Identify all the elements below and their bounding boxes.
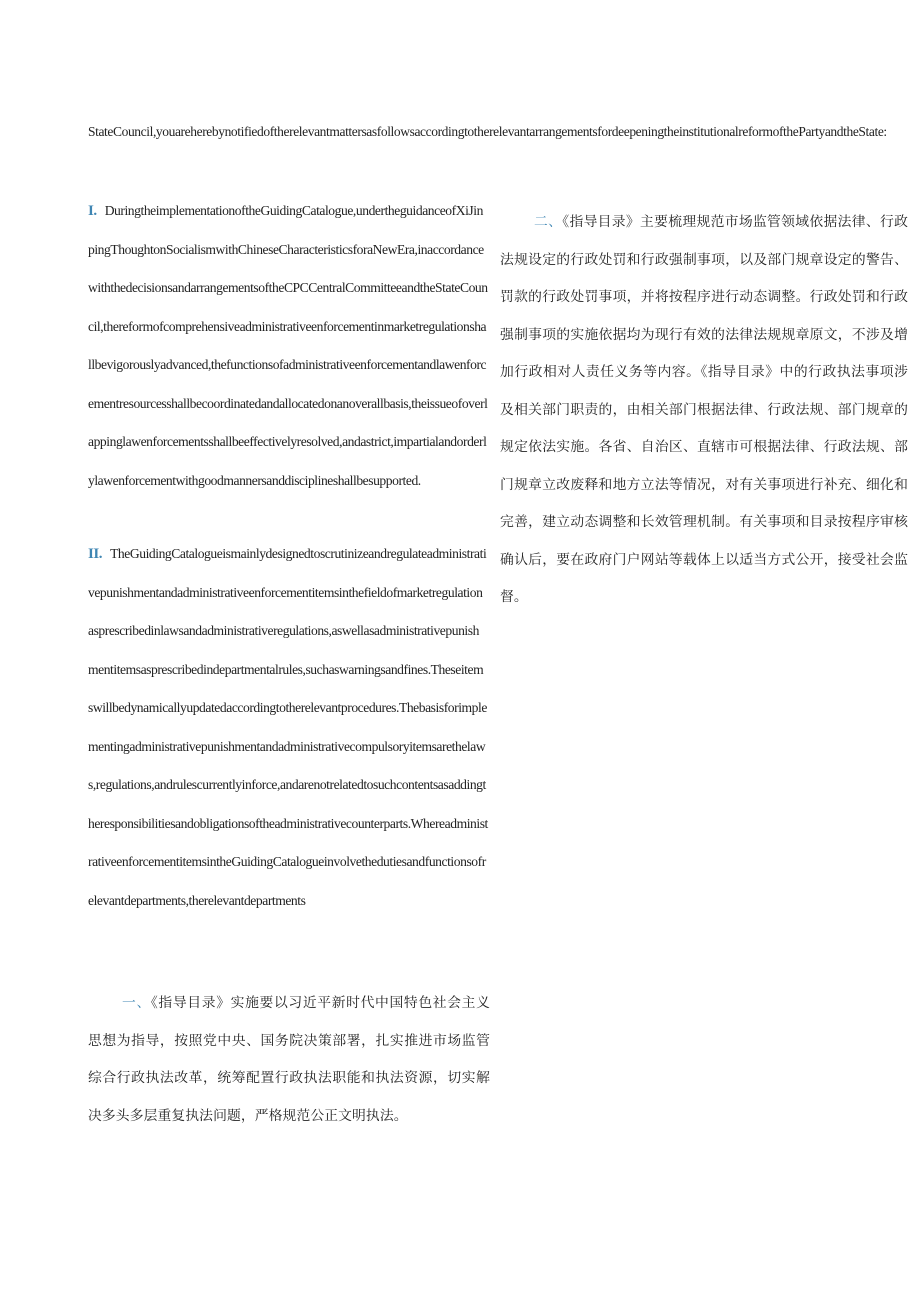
paragraph-text: 《指导目录》实施要以习近平新时代中国特色社会主义思想为指导，按照党中央、国务院决策部署，扎实推进市场监管综合行政执法改革，统筹配置行政执法职能和执法资源，切实解决多头多层重复执法问题，严格规范公正文明执法。 (88, 995, 491, 1124)
paragraph-numeral: II. (88, 546, 103, 562)
paragraph-numeral: 一、 (122, 995, 151, 1011)
chinese-paragraph-2 (500, 204, 908, 617)
intro-paragraph: StateCouncil,youareherebynotifiedoftherelevantmattersasfollowsaccordingtotherelevantarrangementsfordeepeningtheinstitutionalreformofthePartyandtheState: (88, 124, 887, 139)
english-column (88, 192, 488, 920)
paragraph-numeral: I. (88, 203, 97, 219)
paragraph-text: TheGuidingCatalogueismainlydesignedtoscrutinizeandregulateadministrativepunishmentandadministrativeenforcementitemsinthefieldofmarketregulationasprescribedinlawsandadministrativeregulations,aswellasadministrativepunishmentitemsasprescribedindepartmentalrules,suchaswarningsandfines.Theseitemswillbedynamicallyupdatedaccordingtotherelevantprocedures.Thebasisforimplementingadministrativepunishmentandadministrativecompulsoryitemsarethelaws,regulations,andrulescurrentlyinforce,andarenotrelatedtosuchcontentsasaddingtheresponsibilitiesandobligationsoftheadministrativecounterparts.WhereadministrativeenforcementitemsintheGuidingCatalogueinvolvethedutiesandfunctionsofrelevantdepartments,therelevantdepartments (88, 546, 488, 908)
chinese-paragraph-1 (88, 985, 490, 1135)
chinese-paragraph-1-block (88, 985, 490, 1135)
paragraph-text: DuringtheimplementationoftheGuidingCatalogue,undertheguidanceofXiJinpingThoughtonSocialismwithChineseCharacteristicsforaNewEra,inaccordancewiththedecisionsandarrangementsoftheCPCCentralCommitteeandtheStateCouncil,thereformofcomprehensiveadministrativeenforcementinmarketregulationshallbevigorouslyadvanced,thefunctionsofadministrativeenforcementandlawenforcementresourcesshallbecoordinatedandallocatedonanoverallbasis,theissueofoverlappinglawenforcementsshallbeeffectivelyresolved,andastrict,impartialandorderlylawenforcementwithgoodmannersanddisciplineshallbesupported. (88, 203, 488, 488)
english-paragraph-2 (88, 535, 488, 920)
english-paragraph-1 (88, 192, 488, 500)
paragraph-numeral: 二、 (534, 214, 563, 230)
chinese-column (500, 204, 908, 617)
paragraph-text: 《指导目录》主要梳理规范市场监管领域依据法律、行政法规设定的行政处罚和行政强制事项，以及部门规章设定的警告、罚款的行政处罚事项，并将按程序进行动态调整。行政处罚和行政强制事项的实施依据均为现行有效的法律法规规章原文，不涉及增加行政相对人责任义务等内容。《指导目录》中的行政执法事项涉及相关部门职责的，由相关部门根据法律、行政法规、部门规章的规定依法实施。各省、自治区、直辖市可根据法律、行政法规、部门规章立改废释和地方立法等情况，对有关事项进行补充、细化和完善，建立动态调整和长效管理机制。有关事项和目录按程序审核确认后，要在政府门户网站等载体上以适当方式公开，接受社会监督。 (500, 214, 908, 605)
